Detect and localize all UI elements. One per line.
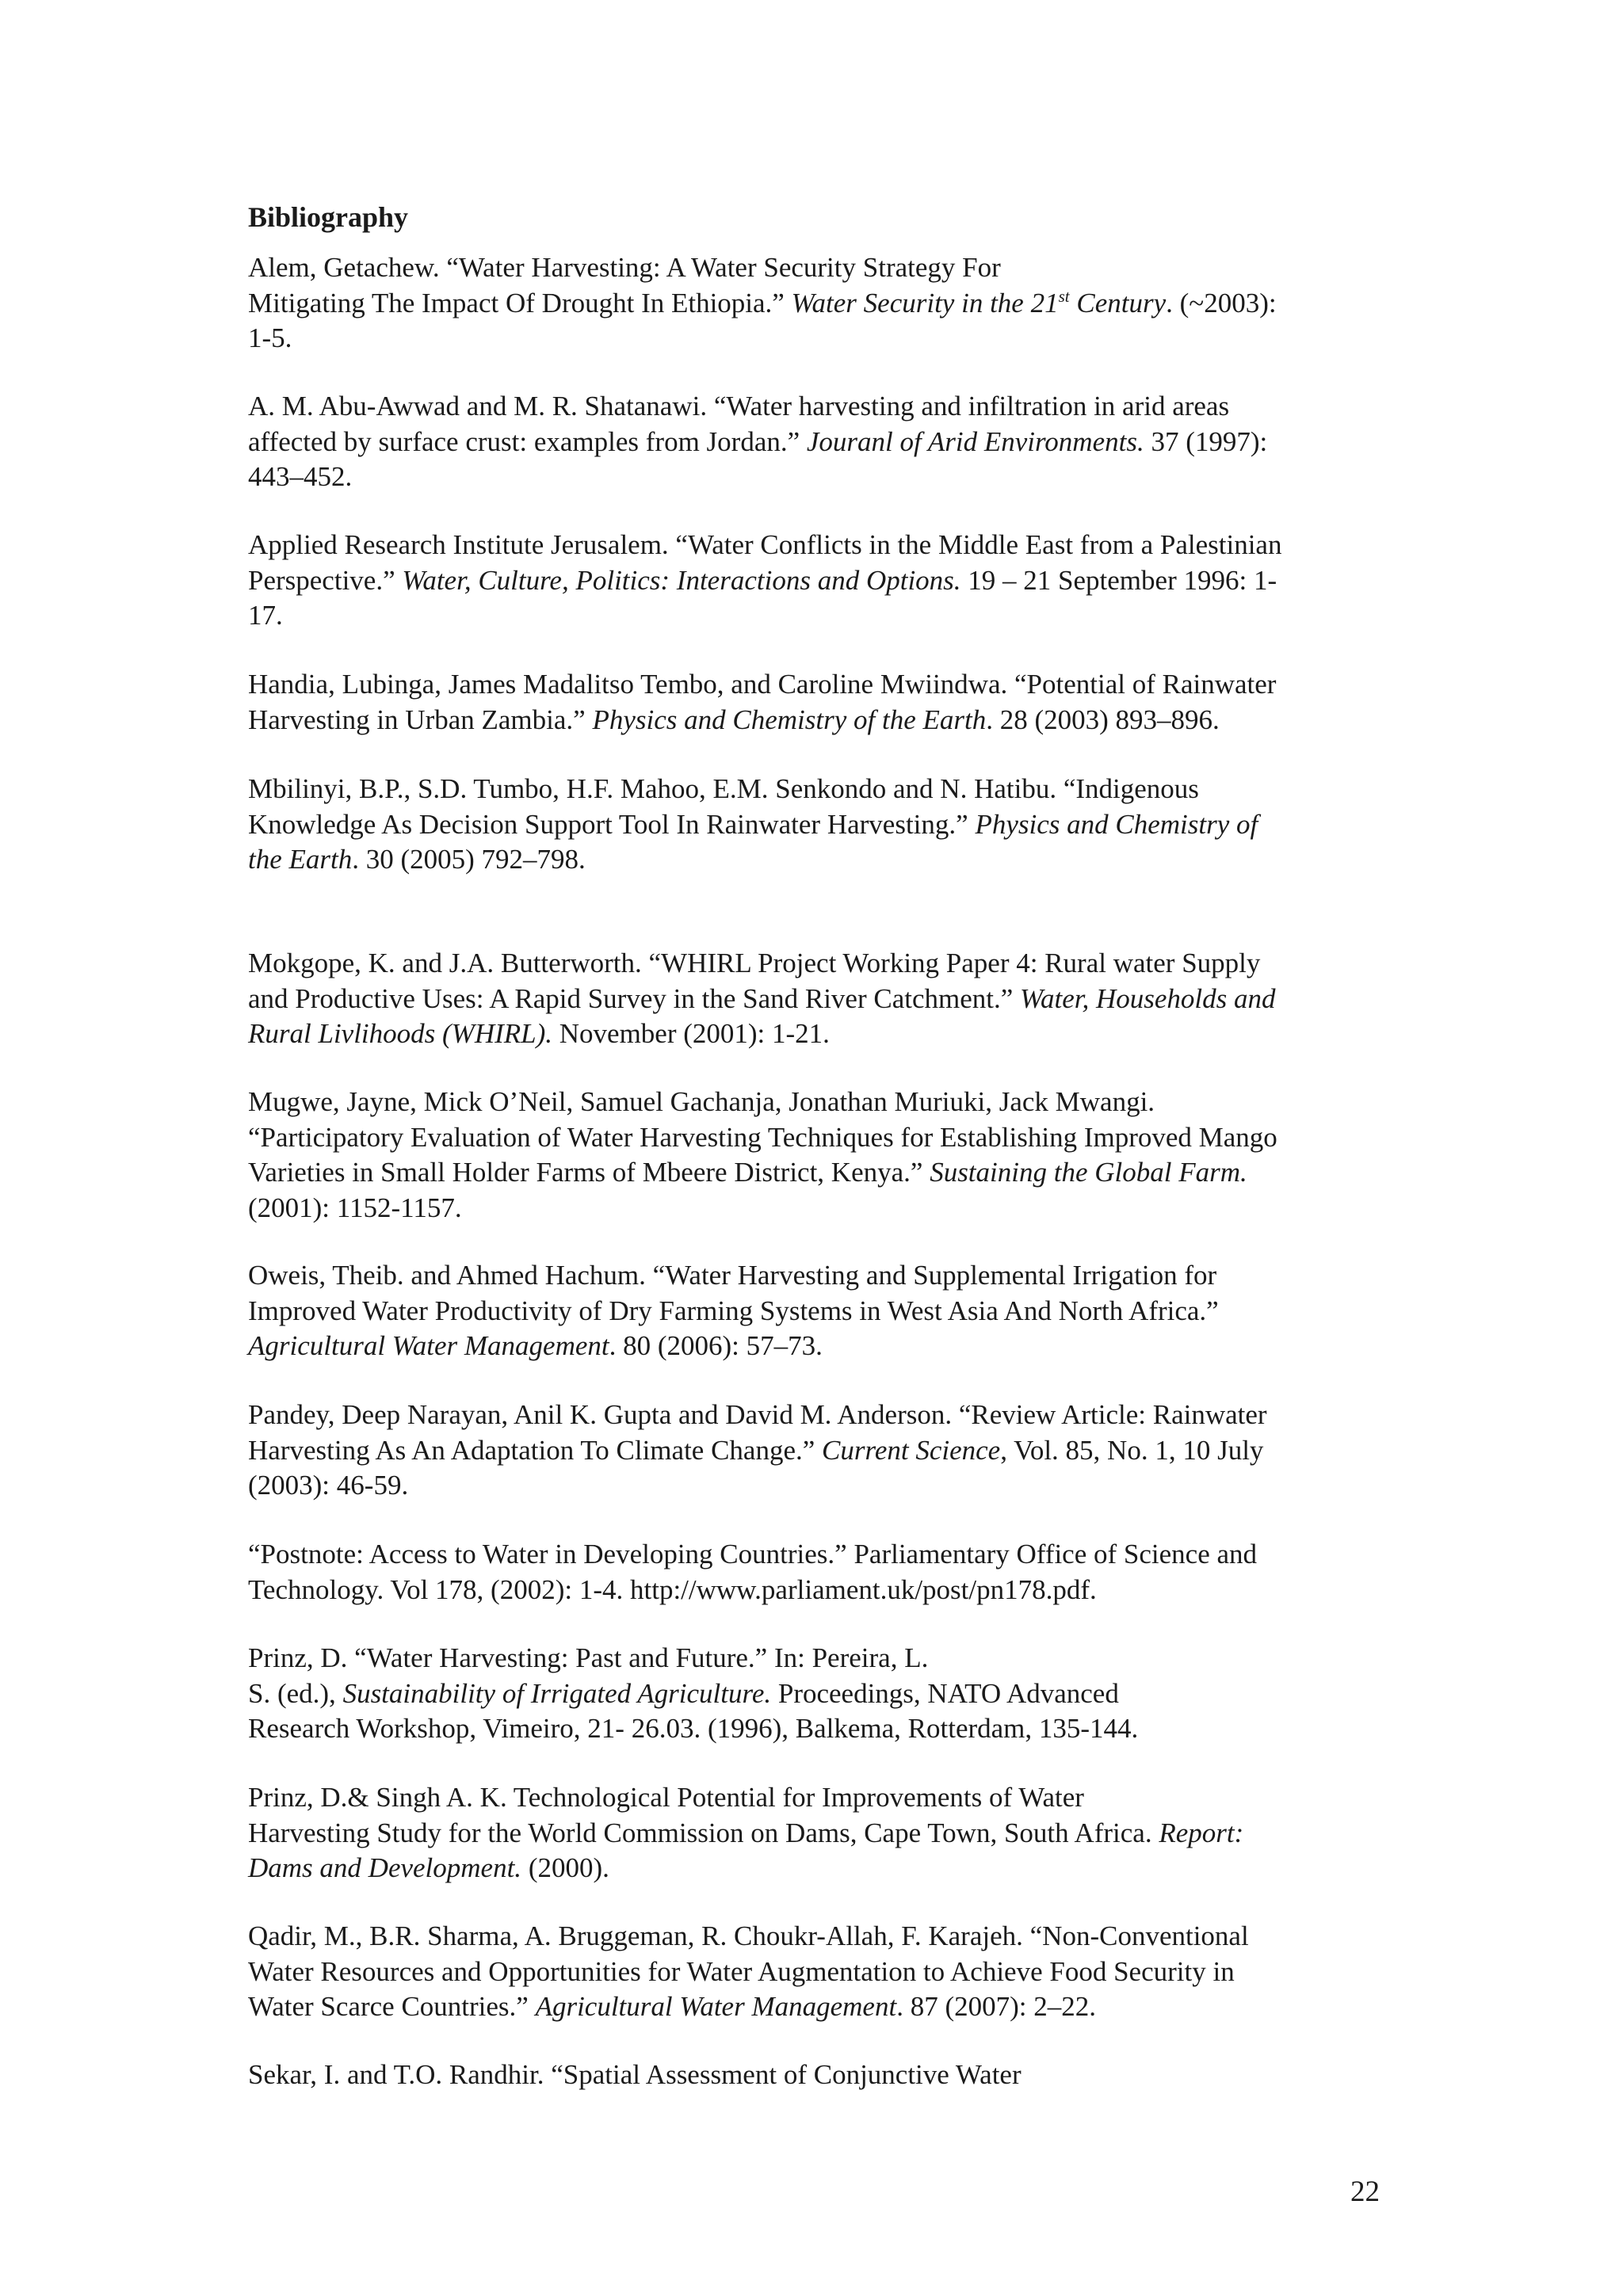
entry-text: 19 – 21 September 1996: 1- xyxy=(960,564,1277,596)
entry-text: Research Workshop, Vimeiro, 21- 26.03. (1996), Balkema, Rotterdam, 135-144. xyxy=(248,1713,1139,1744)
entry-line xyxy=(248,250,1405,286)
entry-line xyxy=(248,1433,1405,1469)
entry-text: , Vol. 85, No. 1, 10 July xyxy=(1000,1434,1264,1466)
entry-text: . (~2003): xyxy=(1166,287,1277,318)
italic-title: Dams and Development. xyxy=(248,1852,522,1883)
italic-title: Agricultural Water Management xyxy=(248,1330,609,1361)
entry-text: November (2001): 1-21. xyxy=(552,1018,830,1049)
bibliography-entry xyxy=(248,1780,1405,1886)
bibliography-entry xyxy=(248,1641,1405,1747)
entry-text: Varieties in Small Holder Farms of Mbeere District, Kenya.” xyxy=(248,1157,930,1188)
entry-line xyxy=(248,389,1405,425)
italic-title: Report: xyxy=(1159,1817,1244,1848)
italic-title: Jouranl of Arid Environments. xyxy=(806,425,1144,457)
italic-title: Rural Livlihoods (WHIRL). xyxy=(248,1018,553,1049)
bibliography-entry xyxy=(248,1085,1405,1226)
entry-text: 17. xyxy=(248,600,283,631)
entry-text: Perspective.” xyxy=(248,564,403,596)
entry-text: Prinz, D.& Singh A. K. Technological Potential for Improvements of Water xyxy=(248,1782,1084,1813)
entry-line xyxy=(248,1294,1405,1329)
entry-line xyxy=(248,703,1405,738)
entry-text: “Participatory Evaluation of Water Harvesting Techniques for Establishing Improved Mango xyxy=(248,1121,1277,1153)
entry-text: Technology. Vol 178, (2002): 1-4. http://www.parliament.uk/post/pn178.pdf. xyxy=(248,1573,1097,1605)
entry-line xyxy=(248,1780,1405,1816)
entry-line xyxy=(248,946,1405,982)
bibliography-entry xyxy=(248,946,1405,1052)
entry-text: Handia, Lubinga, James Madalitso Tembo, and Caroline Mwiindwa. “Potential of Rainwater xyxy=(248,669,1277,700)
entry-line xyxy=(248,1851,1405,1886)
entry-text: . 28 (2003) 893–896. xyxy=(986,704,1220,735)
entry-text: 443–452. xyxy=(248,461,353,492)
italic-title: Sustainability of Irrigated Agriculture. xyxy=(342,1677,772,1709)
entry-text: Harvesting Study for the World Commission on Dams, Cape Town, South Africa. xyxy=(248,1817,1159,1848)
entry-text: Mugwe, Jayne, Mick O’Neil, Samuel Gachanja, Jonathan Muriuki, Jack Mwangi. xyxy=(248,1086,1155,1117)
entry-text: Sekar, I. and T.O. Randhir. “Spatial Assessment of Conjunctive Water xyxy=(248,2059,1022,2090)
entry-text: Improved Water Productivity of Dry Farming Systems in West Asia And North Africa.” xyxy=(248,1295,1219,1326)
entry-line xyxy=(248,772,1405,807)
entry-line xyxy=(248,286,1405,322)
entry-line xyxy=(248,1816,1405,1852)
entry-text: Proceedings, NATO Advanced xyxy=(771,1677,1119,1709)
italic-title: Water Security in the 21 xyxy=(791,287,1059,318)
entry-line xyxy=(248,1676,1405,1712)
italic-title: Physics and Chemistry of the Earth xyxy=(592,704,987,735)
italic-title: Water, Culture, Politics: Interactions and Options. xyxy=(402,564,961,596)
bibliography-entry xyxy=(248,389,1405,495)
entry-text: Mitigating The Impact Of Drought In Ethiopia.” xyxy=(248,287,792,318)
bibliography-entry xyxy=(248,667,1405,738)
entry-line xyxy=(248,1398,1405,1433)
entry-text: Oweis, Theib. and Ahmed Hachum. “Water Harvesting and Supplemental Irrigation for xyxy=(248,1260,1217,1291)
entry-line xyxy=(248,425,1405,460)
italic-title: Century xyxy=(1069,287,1167,318)
entry-text: Applied Research Institute Jerusalem. “Water Conflicts in the Middle East from a Palestinian xyxy=(248,529,1282,560)
entry-line xyxy=(248,1258,1405,1294)
italic-title: the Earth xyxy=(248,844,353,875)
entry-text: 37 (1997): xyxy=(1144,425,1268,457)
entry-line xyxy=(248,842,1405,878)
entry-text: Pandey, Deep Narayan, Anil K. Gupta and David M. Anderson. “Review Article: Rainwater xyxy=(248,1399,1267,1430)
entry-text: Harvesting in Urban Zambia.” xyxy=(248,704,593,735)
entry-line xyxy=(248,2058,1405,2093)
entry-line xyxy=(248,1120,1405,1156)
entry-text: Knowledge As Decision Support Tool In Rainwater Harvesting.” xyxy=(248,808,976,840)
italic-title: Current Science xyxy=(822,1434,1001,1466)
entry-line xyxy=(248,1537,1405,1573)
entry-line xyxy=(248,1329,1405,1364)
entry-text: (2003): 46-59. xyxy=(248,1470,409,1501)
bibliography-heading: Bibliography xyxy=(248,201,409,233)
bibliography-entry xyxy=(248,528,1405,634)
entry-line xyxy=(248,460,1405,495)
entry-line xyxy=(248,1989,1405,2025)
italic-title: Water, Households and xyxy=(1020,982,1276,1014)
entry-line xyxy=(248,1468,1405,1504)
entry-line xyxy=(248,982,1405,1017)
bibliography-entry xyxy=(248,1258,1405,1364)
entry-text: affected by surface crust: examples from Jordan.” xyxy=(248,425,807,457)
italic-title: Sustaining the Global Farm. xyxy=(930,1157,1247,1188)
entry-text: Harvesting As An Adaptation To Climate Change.” xyxy=(248,1434,823,1466)
entry-line xyxy=(248,528,1405,563)
bibliography-entry xyxy=(248,1398,1405,1504)
entry-text: Prinz, D. “Water Harvesting: Past and Future.” In: Pereira, L. xyxy=(248,1642,929,1673)
entry-line xyxy=(248,1919,1405,1955)
entry-text: A. M. Abu-Awwad and M. R. Shatanawi. “Water harvesting and infiltration in arid areas xyxy=(248,391,1230,421)
entry-line xyxy=(248,667,1405,703)
entry-text: . 30 (2005) 792–798. xyxy=(352,844,586,875)
entry-line xyxy=(248,1191,1405,1226)
entry-text: . 87 (2007): 2–22. xyxy=(896,1991,1096,2022)
entry-text: and Productive Uses: A Rapid Survey in the Sand River Catchment.” xyxy=(248,982,1021,1014)
entry-line xyxy=(248,1641,1405,1676)
bibliography-entry xyxy=(248,1919,1405,2025)
entry-line xyxy=(248,807,1405,843)
entry-text: Qadir, M., B.R. Sharma, A. Bruggeman, R. Choukr-Allah, F. Karajeh. “Non-Conventional xyxy=(248,1920,1249,1951)
entry-text: Water Scarce Countries.” xyxy=(248,1991,536,2022)
entry-text: 1-5. xyxy=(248,322,292,353)
superscript-text: st xyxy=(1058,286,1070,306)
entry-line xyxy=(248,321,1405,357)
page-number: 22 xyxy=(1350,2176,1380,2208)
entry-line xyxy=(248,1573,1405,1608)
entry-text: Water Resources and Opportunities for Water Augmentation to Achieve Food Security in xyxy=(248,1955,1235,1987)
entry-text: Mokgope, K. and J.A. Butterworth. “WHIRL Project Working Paper 4: Rural water Supply xyxy=(248,948,1261,978)
bibliography-entry xyxy=(248,1537,1405,1608)
entry-text: (2001): 1152-1157. xyxy=(248,1192,462,1223)
italic-title: Agricultural Water Management xyxy=(535,1991,897,2022)
entry-line xyxy=(248,1955,1405,1990)
entry-text: . 80 (2006): 57–73. xyxy=(609,1330,823,1361)
entry-line xyxy=(248,1016,1405,1052)
entry-line xyxy=(248,1155,1405,1191)
entry-text: S. (ed.), xyxy=(248,1677,343,1709)
entry-line xyxy=(248,598,1405,634)
italic-title: Physics and Chemistry of xyxy=(975,808,1258,840)
entry-line xyxy=(248,1711,1405,1747)
entry-line xyxy=(248,563,1405,599)
entry-line xyxy=(248,1085,1405,1120)
bibliography-entry xyxy=(248,250,1405,357)
entry-text: Alem, Getachew. “Water Harvesting: A Water Security Strategy For xyxy=(248,252,1001,283)
entry-text: (2000). xyxy=(521,1852,609,1883)
bibliography-entry xyxy=(248,772,1405,878)
bibliography-entry xyxy=(248,2058,1405,2093)
entry-text: Mbilinyi, B.P., S.D. Tumbo, H.F. Mahoo, E.M. Senkondo and N. Hatibu. “Indigenous xyxy=(248,773,1199,804)
entry-text: “Postnote: Access to Water in Developing Countries.” Parliamentary Office of Science and xyxy=(248,1539,1258,1569)
